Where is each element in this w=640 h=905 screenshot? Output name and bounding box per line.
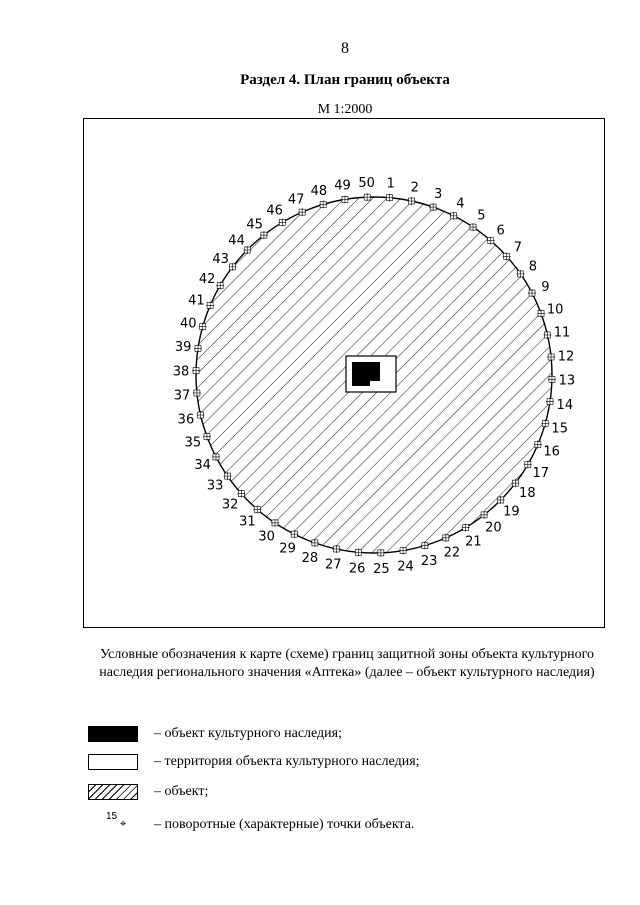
turning-point-label: 44 <box>228 233 245 249</box>
turning-point-marker <box>197 411 205 419</box>
legend-label-heritage: – объект культурного наследия; <box>154 726 342 741</box>
turning-point-label: 38 <box>172 364 190 380</box>
turning-point-marker <box>203 432 211 440</box>
map-frame <box>83 118 605 628</box>
turning-point-marker <box>462 524 470 532</box>
turning-point-label: 29 <box>279 541 296 557</box>
turning-point-label: 17 <box>532 466 550 482</box>
turning-point-label: 8 <box>528 259 538 275</box>
turning-point-marker <box>229 263 237 271</box>
boundary-plan-map <box>84 119 606 629</box>
turning-point-label: 47 <box>287 192 305 208</box>
turning-point-label: 14 <box>556 397 574 413</box>
turning-point-label: 4 <box>456 196 465 212</box>
turning-point-label: 34 <box>194 457 211 473</box>
turning-point-label: 46 <box>266 203 283 219</box>
turning-point-marker <box>253 505 261 513</box>
turning-point-label: 40 <box>180 316 197 332</box>
turning-point-marker <box>193 389 201 397</box>
turning-point-label: 19 <box>503 504 520 520</box>
turning-point-label: 21 <box>465 534 482 550</box>
turning-point-marker <box>524 461 532 469</box>
heritage-swatch <box>88 726 138 742</box>
turning-point-label: 11 <box>553 325 571 341</box>
hatched-object-swatch <box>88 784 138 800</box>
turning-point-label: 48 <box>310 184 328 200</box>
turning-point-label: 25 <box>373 561 390 577</box>
turning-point-marker <box>546 398 554 406</box>
legend-row-object <box>88 782 208 802</box>
turning-point-marker <box>271 519 279 527</box>
turning-point-marker <box>442 534 450 542</box>
turning-point-marker <box>377 549 385 557</box>
turning-point-label: 23 <box>420 553 438 569</box>
turning-point-marker <box>341 195 349 203</box>
turning-point-label: 20 <box>485 520 502 536</box>
turning-point-label: 27 <box>324 557 342 573</box>
legend-row-territory <box>88 752 420 772</box>
turning-point-label: 49 <box>334 178 351 194</box>
turning-point-marker <box>354 548 362 556</box>
turning-point-label: 16 <box>543 444 560 460</box>
turning-point-label: 7 <box>513 240 523 256</box>
turning-point-marker <box>212 453 220 461</box>
turning-point-label: 39 <box>174 340 192 356</box>
turning-point-label: 24 <box>397 559 414 575</box>
turning-point-marker <box>408 197 416 205</box>
turning-point-marker <box>497 496 505 504</box>
turning-point-marker <box>469 223 477 231</box>
turning-point-label: 43 <box>212 251 229 267</box>
turning-point-marker <box>206 301 214 309</box>
page-number: 8 <box>341 40 349 57</box>
turning-point-label: 2 <box>410 180 419 196</box>
turning-point-label: 37 <box>173 388 191 404</box>
turning-point-marker <box>450 212 458 220</box>
turning-point-marker <box>194 344 202 352</box>
turning-point-marker <box>223 472 231 480</box>
turning-point-marker <box>534 441 542 449</box>
turning-point-marker <box>278 218 286 226</box>
turning-point-marker <box>216 281 224 289</box>
turning-point-marker <box>332 545 340 553</box>
turning-point-label: 3 <box>433 186 443 202</box>
turning-point-marker <box>517 270 525 278</box>
turning-point-label: 45 <box>246 217 263 233</box>
turning-point-label: 35 <box>184 435 202 451</box>
turning-point-label: 13 <box>558 373 576 389</box>
turning-point-label: 6 <box>496 223 505 239</box>
turning-point-marker <box>363 193 371 201</box>
turning-point-marker <box>487 237 495 245</box>
legend-label-points: – поворотные (характерные) точки объекта. <box>154 817 415 832</box>
turning-point-label: 33 <box>206 478 224 494</box>
legend-label-territory: – территория объекта культурного наследия; <box>154 754 420 769</box>
turning-point-label: 22 <box>443 545 461 561</box>
turning-point-marker <box>237 490 245 498</box>
map-scale: М 1:2000 <box>317 102 373 117</box>
turning-point-label: 12 <box>557 349 575 365</box>
turning-point-label: 28 <box>301 551 319 567</box>
turning-point-marker <box>537 310 545 318</box>
turning-point-marker <box>421 542 429 550</box>
turning-point-marker <box>386 194 394 202</box>
turning-point-marker <box>528 289 536 297</box>
legend-heading: Условные обозначения к карте (схеме) границ защитной зоны объекта культурного наследия регионального значения «Аптека» (далее – объект культурного наследия) <box>99 647 595 680</box>
legend-row-points <box>88 811 415 835</box>
turning-point-marker <box>503 252 511 260</box>
turning-point-label: 18 <box>519 486 536 502</box>
turning-point-marker <box>311 539 319 547</box>
turning-point-sample <box>88 811 138 835</box>
section-title: Раздел 4. План границ объекта <box>240 72 450 88</box>
turning-point-label: 15 <box>551 421 568 437</box>
legend-row-heritage <box>88 724 342 744</box>
turning-point-label: 41 <box>188 293 205 309</box>
turning-point-marker <box>298 208 306 216</box>
turning-point-marker <box>319 200 327 208</box>
turning-point-marker <box>290 530 298 538</box>
turning-point-label: 9 <box>541 280 550 296</box>
turning-point-marker <box>199 323 207 331</box>
territory-swatch <box>88 754 138 770</box>
turning-point-marker <box>192 367 200 375</box>
legend-label-object: – объект; <box>154 784 209 799</box>
turning-point-label: 26 <box>348 561 366 577</box>
turning-point-marker <box>480 511 488 519</box>
turning-point-marker <box>541 419 549 427</box>
turning-point-marker <box>548 375 556 383</box>
turning-point-sample-number: 15 <box>106 811 118 822</box>
turning-point-label: 10 <box>546 302 564 318</box>
turning-point-marker <box>399 547 407 555</box>
turning-point-label: 5 <box>477 208 486 224</box>
turning-point-label: 32 <box>221 497 239 513</box>
turning-point-label: 31 <box>239 514 256 530</box>
turning-point-label: 1 <box>386 176 395 192</box>
turning-point-icon: ⌖ <box>120 818 127 830</box>
turning-point-label: 42 <box>198 271 216 287</box>
turning-point-label: 36 <box>177 412 195 428</box>
turning-point-label: 50 <box>358 176 375 192</box>
turning-point-marker <box>543 331 551 339</box>
turning-point-marker <box>429 203 437 211</box>
turning-point-marker <box>547 353 555 361</box>
turning-point-label: 30 <box>258 529 275 545</box>
